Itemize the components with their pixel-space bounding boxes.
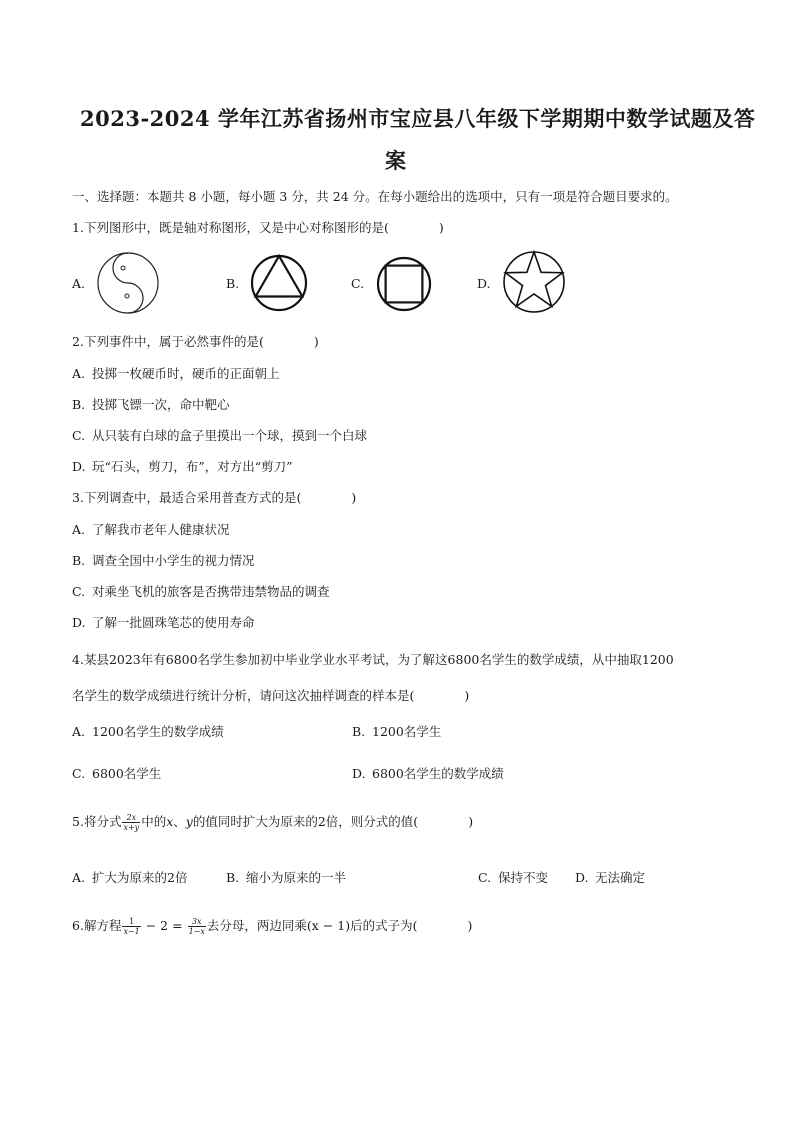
equation-part: − 2 = [141, 918, 187, 933]
option-label: B. [352, 724, 366, 739]
option-text: 了解一批圆珠笔芯的使用寿命 [92, 615, 255, 630]
question-number: 4. [72, 652, 84, 667]
option-text: 对乘坐飞机的旅客是否携带违禁物品的调查 [92, 584, 330, 599]
star-in-circle-icon [502, 250, 566, 314]
option-label: D. [352, 766, 366, 781]
answer-blank-close: ) [464, 688, 470, 703]
q3-option-c [72, 582, 330, 600]
answer-blank-close: ) [467, 918, 473, 933]
q2-option-b [72, 395, 230, 413]
option-text: 缩小为原来的一半 [246, 870, 347, 885]
option-label: B. [72, 397, 86, 412]
option-text: 1200名学生 [372, 724, 442, 739]
question-text: 下列图形中，既是轴对称图形，又是中心对称图形的是( [83, 220, 389, 235]
square-in-circle-icon [376, 256, 432, 312]
fraction-1-over-x-minus-1 [122, 917, 140, 936]
option-text: 1200名学生的数学成绩 [92, 724, 224, 739]
q2-option-a [72, 364, 280, 382]
q1-option-d-label: D. [477, 276, 491, 291]
question-text: 去分母，两边同乘 [206, 918, 307, 933]
option-label: A. [72, 870, 86, 885]
question-1-stem [72, 218, 444, 236]
question-text: 下列调查中，最适合采用普查方式的是( [83, 490, 302, 505]
question-2-stem [72, 332, 319, 350]
option-text: 了解我市老年人健康状况 [92, 522, 230, 537]
fraction-numerator: 2x [122, 813, 140, 823]
question-4-stem-line1 [72, 650, 674, 668]
triangle-in-circle-icon [250, 254, 308, 312]
q2-option-c [72, 426, 367, 444]
question-5-stem [72, 812, 473, 832]
section-heading: 一、选择题：本题共 8 小题，每小题 3 分，共 24 分。在每小题给出的选项中，只有一项是符合题目要求的。 [72, 189, 678, 204]
question-text: 下列事件中，属于必然事件的是( [83, 334, 264, 349]
question-number: 6. [72, 918, 84, 933]
document-title-line2: 案 [385, 148, 407, 173]
question-text: 后的式子为( [350, 918, 418, 933]
answer-blank-close: ) [468, 814, 474, 829]
q1-option-c-label: C. [351, 276, 365, 291]
q5-option-c [478, 868, 548, 886]
q5-option-a [72, 868, 187, 886]
yin-yang-icon [96, 251, 160, 315]
answer-blank-close: ) [438, 220, 444, 235]
question-text: 名学生的数学成绩进行统计分析，请问这次抽样调查的样本是( [72, 688, 415, 703]
question-text: 中的 [141, 814, 167, 829]
question-text: 的值同时扩大为原来的2倍，则分式的值( [192, 814, 419, 829]
q3-option-d [72, 613, 255, 631]
option-label: A. [72, 366, 86, 381]
option-label: D. [72, 459, 86, 474]
fraction-numerator: 1 [122, 917, 140, 927]
q5-option-b [226, 868, 346, 886]
option-text: 从只装有白球的盒子里摸出一个球，摸到一个白球 [92, 428, 368, 443]
fraction-denominator: 1−x [188, 927, 205, 936]
q1-option-a-label: A. [72, 276, 86, 291]
q4-option-c [72, 764, 161, 782]
option-label: A. [72, 724, 86, 739]
q4-option-d [352, 764, 504, 782]
option-label: B. [72, 553, 86, 568]
option-label: B. [226, 870, 240, 885]
q3-option-a [72, 520, 230, 538]
separator: 、 [173, 814, 186, 829]
question-number: 1. [72, 220, 84, 235]
factor-expression: (x − 1) [306, 918, 351, 933]
question-3-stem [72, 488, 356, 506]
option-text: 6800名学生 [92, 766, 162, 781]
fraction-denominator: x+y [123, 823, 140, 832]
question-text: 某县2023年有6800名学生参加初中毕业学业水平考试，为了解这6800名学生的数学成绩，从中抽取1200 [83, 652, 674, 667]
option-label: C. [72, 428, 86, 443]
answer-blank-close: ) [313, 334, 319, 349]
option-text: 无法确定 [595, 870, 646, 885]
fraction-numerator: 3x [188, 917, 206, 927]
question-number: 5. [72, 814, 84, 829]
question-text: 解方程 [83, 918, 122, 933]
option-text: 玩“石头，剪刀，布”，对方出“剪刀” [92, 459, 293, 474]
option-text: 扩大为原来的2倍 [92, 870, 188, 885]
option-label: D. [575, 870, 589, 885]
option-text: 调查全国中小学生的视力情况 [92, 553, 255, 568]
question-number: 3. [72, 490, 84, 505]
question-4-stem-line2 [72, 686, 469, 704]
question-number: 2. [72, 334, 84, 349]
option-label: C. [72, 584, 86, 599]
option-text: 投掷一枚硬币时，硬币的正面朝上 [92, 366, 280, 381]
option-label: C. [72, 766, 86, 781]
option-label: A. [72, 522, 86, 537]
option-text: 保持不变 [498, 870, 549, 885]
answer-blank-close: ) [351, 490, 357, 505]
q1-option-b-label: B. [226, 276, 240, 291]
document-title-line1: 2023-2024 学年江苏省扬州市宝应县八年级下学期期中数学试题及答 [80, 106, 756, 131]
option-label: C. [478, 870, 492, 885]
fraction-3x-over-1-minus-x [188, 917, 206, 936]
q4-option-a [72, 722, 224, 740]
option-label: D. [72, 615, 86, 630]
question-6-stem [72, 916, 472, 936]
fraction-2x-over-x-plus-y [122, 813, 140, 832]
q5-option-d [575, 868, 645, 886]
option-text: 6800名学生的数学成绩 [372, 766, 504, 781]
fraction-denominator: x−1 [123, 927, 140, 936]
option-text: 投掷飞镖一次，命中靶心 [92, 397, 230, 412]
q2-option-d [72, 457, 293, 475]
q3-option-b [72, 551, 255, 569]
q4-option-b [352, 722, 441, 740]
question-text: 将分式 [83, 814, 122, 829]
variable-y: y [185, 814, 193, 829]
variable-x: x [166, 814, 174, 829]
